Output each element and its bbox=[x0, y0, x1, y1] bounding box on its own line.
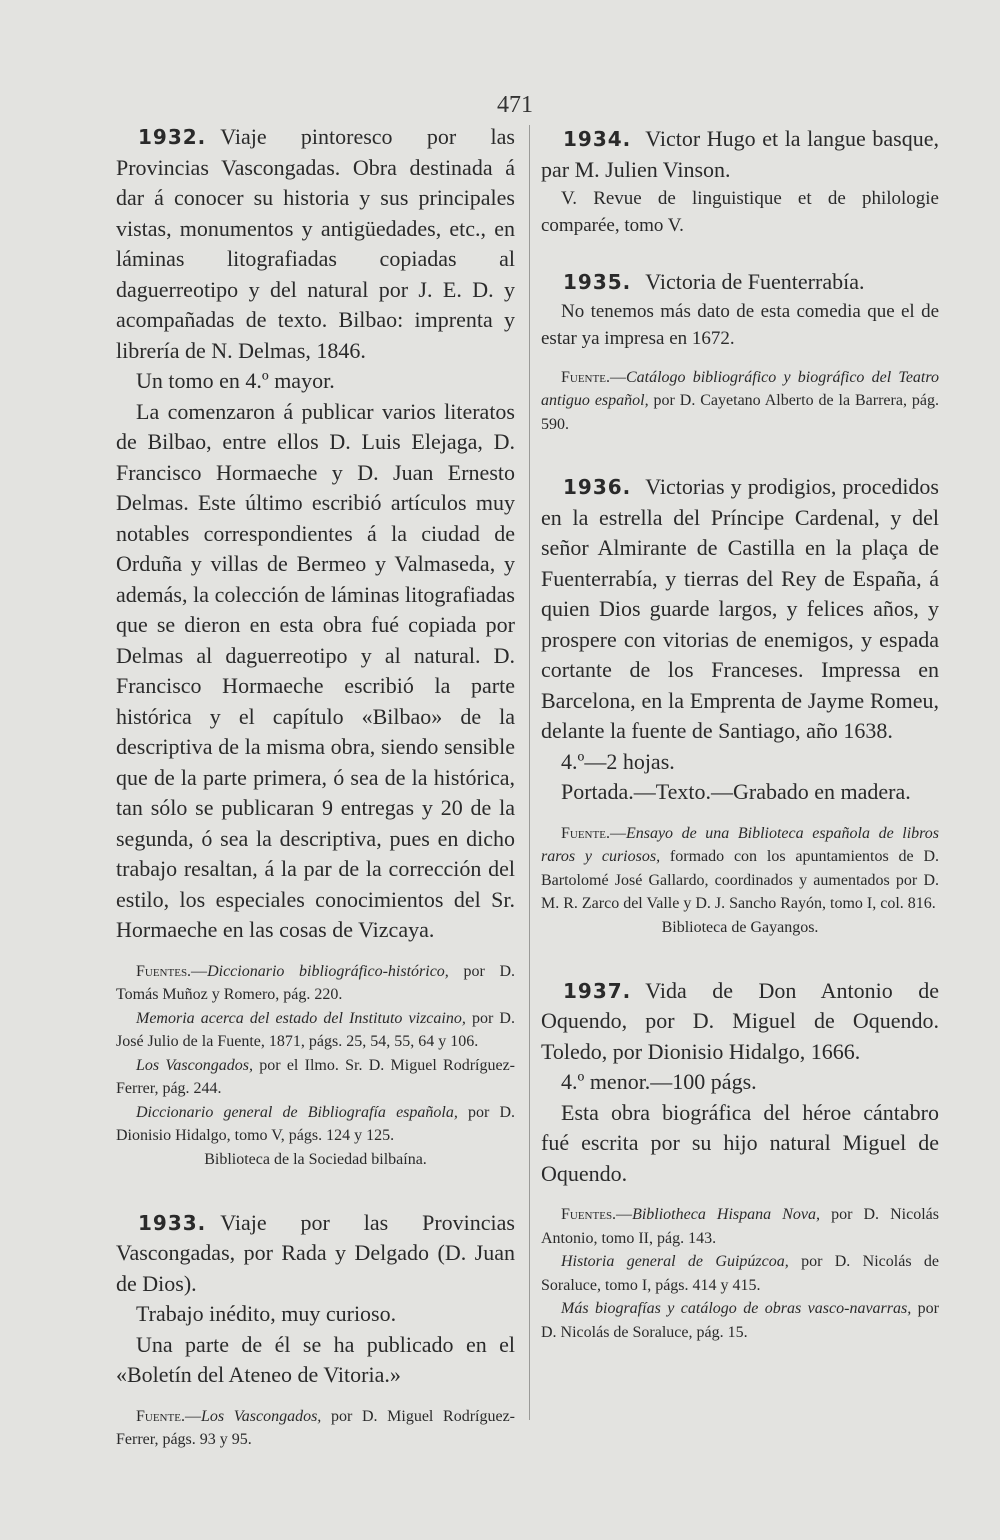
source-detail: por D. Tomás Muñoz y Romero, pág. 220. bbox=[116, 962, 515, 1003]
right-column bbox=[541, 124, 939, 1344]
sources-label: Fuentes.— bbox=[136, 962, 208, 980]
entry-note: Esta obra biográfica del héroe cántabro fué escrita por su hijo natural Miguel de Oquendo. bbox=[541, 1099, 939, 1186]
source-detail: por D. Miguel Rodríguez-Ferrer, págs. 93 y 95. bbox=[116, 1407, 515, 1448]
source-title: Catálogo bibliográfico y biográfico del Teatro antiguo español, bbox=[541, 368, 939, 409]
source-detail: por D. Nicolás Antonio, tomo II, pág. 143. bbox=[541, 1206, 939, 1247]
source-detail: por D. José Julio de la Fuente, 1871, págs. 25, 54, 55, 64 y 106. bbox=[116, 1009, 515, 1050]
source-line bbox=[541, 1250, 939, 1297]
entry-number: 1935. bbox=[563, 270, 632, 294]
source-line bbox=[116, 1007, 515, 1054]
source-title: Ensayo de una Biblioteca española de libros raros y curiosos, bbox=[541, 824, 939, 865]
entry-title bbox=[116, 122, 515, 366]
library-holding: Biblioteca de Gayangos. bbox=[661, 918, 819, 936]
entry-note: Una parte de él se ha publicado en el «Boletín del Ateneo de Vitoria.» bbox=[116, 1331, 515, 1387]
entry-title bbox=[541, 124, 939, 185]
entry-title-text: Vida de Don Antonio de Oquendo, por D. Miguel de Oquendo. Toledo, por Dionisio Hidalgo, 1666. bbox=[541, 977, 939, 1064]
entry-description: No tenemos más dato de esta comedia que el de estar ya impresa en 1672. bbox=[541, 300, 939, 349]
entry-format: 4.º menor.—100 págs. bbox=[561, 1069, 757, 1094]
library-holding: Biblioteca de la Sociedad bilbaína. bbox=[204, 1150, 427, 1168]
entry-1935 bbox=[541, 267, 939, 436]
source-detail: por D. Cayetano Alberto de la Barrera, pág. 590. bbox=[541, 392, 939, 433]
entry-1933 bbox=[116, 1208, 515, 1452]
page-number: 471 bbox=[497, 92, 533, 118]
entry-title bbox=[541, 472, 939, 747]
entry-sources bbox=[541, 1203, 939, 1344]
source-line bbox=[541, 1203, 939, 1250]
source-title: Diccionario general de Bibliografía española, bbox=[136, 1103, 458, 1121]
entry-description: La comenzaron á publicar varios literatos de Bilbao, entre ellos D. Luis Elejaga, D. Francisco Hormaeche y D. Juan Ernesto Delmas. Este último escribió artículos muy notables correspondientes á la ciudad de Orduña y villas de Bermeo y Valmaseda, y además, la colección de láminas litografiadas que se dieron en esta obra fué copiada por Delmas al daguerreotipo y al natural. D. Francisco Hormaeche escribió la parte histórica y el capítulo «Bilbao» de la descriptiva de la misma obra, siendo sensible que de la parte primera, ó sea de la histórica, tan sólo se publicaran 9 entregas y 20 de la segunda, ó sea la descriptiva, pues en dicho trabajo resaltan, á la par de la corrección del estilo, los especiales conocimientos del Sr. Hormaeche en las cosas de Vizcaya. bbox=[116, 398, 515, 942]
source-title: Bibliotheca Hispana Nova, bbox=[632, 1206, 820, 1223]
sources-label: Fuentes.— bbox=[561, 1206, 633, 1223]
entry-number: 1934. bbox=[563, 127, 632, 151]
source-line bbox=[116, 1101, 515, 1148]
source-title: Más biografías y catálogo de obras vasco-navarras, bbox=[561, 1300, 912, 1317]
source-title: Los Vascongados, bbox=[136, 1056, 253, 1074]
source-detail: por D. Nicolás de Soraluce, tomo I, págs. 414 y 415. bbox=[541, 1253, 939, 1294]
source-detail: por D. Nicolás de Soraluce, pág. 15. bbox=[541, 1300, 940, 1341]
entry-1934 bbox=[541, 124, 939, 239]
entry-title-text: Victorias y prodigios, procedidos en la estrella del Príncipe Cardenal, y del señor Almirante de Castilla en la plaça de Fuenterrabía, y tierras del Rey de España, á quien Dios guarde largos, y felices años, y prospere con vitorias de enemigos, y espada cortante de los Franceses. Impressa en Barcelona, en la Emprenta de Jayme Romeu, delante la fuente de Santiago, año 1638. bbox=[541, 474, 939, 743]
source-line bbox=[116, 1054, 515, 1101]
sources-label: Fuente.— bbox=[561, 368, 626, 386]
entry-title bbox=[541, 976, 939, 1068]
entry-format: Un tomo en 4.º mayor. bbox=[136, 368, 335, 393]
entry-title-text: Viaje pintoresco por las Provincias Vascongadas. Obra destinada á dar á conocer su historia y sus principales vistas, monumentos y antigüedades, etc., en láminas litografiadas copiadas al daguerreotipo y del natural por J. E. D. y acompañadas de texto. Bilbao: imprenta y librería de N. Delmas, 1846. bbox=[116, 124, 515, 363]
source-title: Diccionario bibliográfico-histórico, bbox=[207, 962, 449, 980]
entry-title bbox=[541, 267, 939, 298]
entry-1937 bbox=[541, 976, 939, 1345]
source-title: Los Vascongados, bbox=[200, 1407, 322, 1425]
sources-label: Fuente.— bbox=[561, 824, 626, 842]
entry-description: V. Revue de linguistique et de philologie comparée, tomo V. bbox=[541, 188, 939, 236]
source-title: Memoria acerca del estado del Instituto vizcaino, bbox=[136, 1009, 466, 1027]
entry-title-text: Victor Hugo et la langue basque, par M. Julien Vinson. bbox=[541, 126, 939, 182]
entry-note: Portada.—Texto.—Grabado en madera. bbox=[561, 779, 911, 804]
entry-sources bbox=[116, 1405, 515, 1452]
entry-number: 1932. bbox=[138, 125, 207, 149]
entry-1936 bbox=[541, 472, 939, 940]
entry-title-text: Victoria de Fuenterrabía. bbox=[645, 269, 865, 294]
entry-number: 1933. bbox=[138, 1210, 207, 1235]
column-divider bbox=[529, 125, 530, 1420]
entry-title bbox=[116, 1208, 515, 1300]
entry-1932 bbox=[116, 122, 515, 1172]
entry-note: Trabajo inédito, muy curioso. bbox=[136, 1301, 397, 1326]
source-title: Historia general de Guipúzcoa, bbox=[561, 1253, 789, 1270]
left-column bbox=[116, 122, 515, 1452]
entry-sources bbox=[541, 822, 939, 916]
entry-sources bbox=[116, 960, 515, 1148]
source-detail: formado con los apuntamientos de D. Bartolomé José Gallardo, coordinados y aumentados por D. M. R. Zarco del Valle y D. J. Sancho Rayón, tomo I, col. 816. bbox=[541, 848, 939, 912]
entry-sources bbox=[541, 366, 939, 437]
entry-number: 1936. bbox=[563, 475, 632, 499]
source-line bbox=[116, 960, 515, 1007]
entry-format: 4.º—2 hojas. bbox=[561, 748, 675, 774]
source-line bbox=[541, 1297, 939, 1344]
entry-title-text: Viaje por las Provincias Vascongadas, por Rada y Delgado (D. Juan de Dios). bbox=[116, 1209, 515, 1296]
source-detail: por el Ilmo. Sr. D. Miguel Rodríguez-Ferrer, pág. 244. bbox=[116, 1056, 515, 1097]
entry-number: 1937. bbox=[563, 978, 632, 1003]
sources-label: Fuente.— bbox=[136, 1407, 201, 1425]
source-detail: por D. Dionisio Hidalgo, tomo V, págs. 124 y 125. bbox=[116, 1103, 515, 1144]
